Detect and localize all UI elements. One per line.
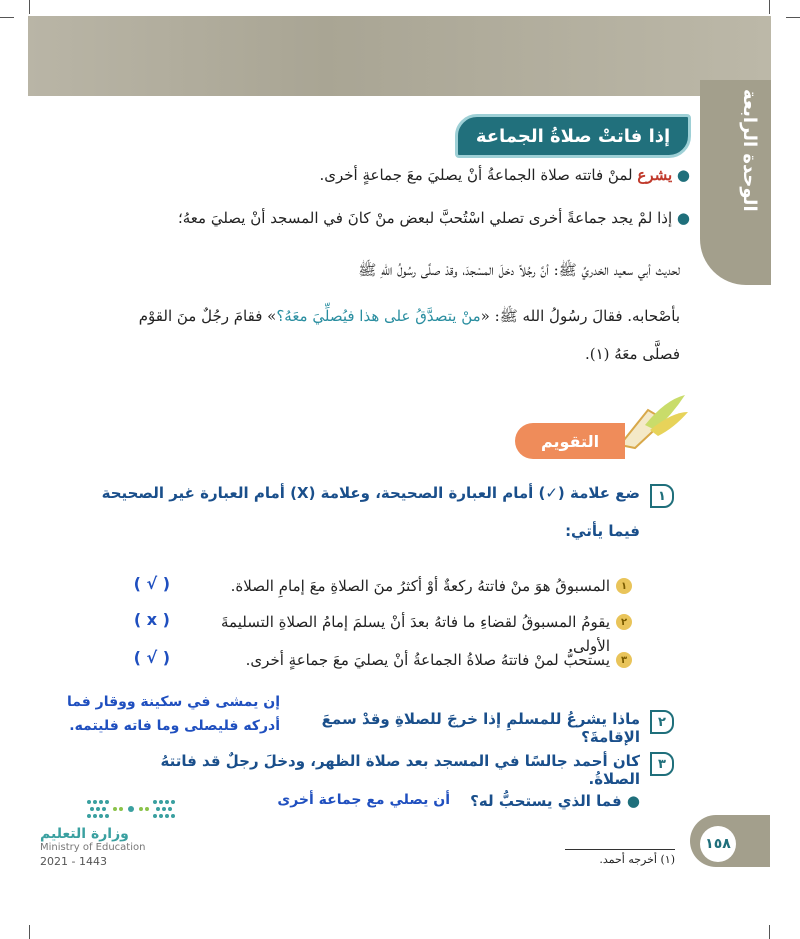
paragraph-2: [60, 206, 690, 230]
keyword: يشرع: [637, 166, 673, 184]
question-3-text: كان أحمد جالسًا في المسجد بعد صلاة الظهر، ودخلَ رجلٌ قد فاتتهُ الصلاةُ.: [160, 752, 640, 788]
question-3-sub: [460, 792, 640, 810]
crop-mark: [29, 0, 30, 14]
crop-mark: [769, 925, 770, 939]
ministry-name-en: Ministry of Education: [40, 842, 146, 853]
item-1-text: المسبوقُ هوَ منْ فاتتهُ ركعةٌ أوْ أكثرُ منَ الصلاةِ معَ إمامِ الصلاة.: [230, 577, 610, 595]
paragraph-2-line4: فصلَّى معَهُ (١).: [584, 345, 680, 363]
item-number: ٣: [616, 652, 632, 668]
bullet-icon: ●: [672, 166, 690, 184]
ministry-year: 2021 - 1443: [40, 855, 107, 868]
unit-label: الوحدة الرابعة: [739, 88, 760, 212]
bullet-icon: ●: [672, 209, 690, 227]
bullet-icon: ●: [621, 792, 640, 810]
line3-b: » فقامَ رجُلٌ منَ القوْم: [138, 307, 277, 325]
ministry-logo-icon: [85, 796, 177, 822]
paragraph-1-text: لمنْ فاتته صلاة الجماعةُ أنْ يصليَ معَ جماعةٍ أخرى.: [319, 166, 638, 184]
footnote: (١) أخرجه أحمد.: [599, 853, 675, 866]
line3-a: بأصْحابه. فقالَ رسُولُ الله ﷺ: «: [480, 307, 680, 325]
crop-mark: [29, 925, 30, 939]
ministry-name-ar: وزارة التعليم: [40, 826, 129, 842]
item-3-text: يستحبُّ لمنْ فاتتهُ صلاةُ الجماعةُ أنْ يصليَ معَ جماعةٍ أخرى.: [245, 651, 610, 669]
header-banner: [28, 16, 771, 96]
page-number: ١٥٨: [700, 826, 736, 862]
question-2-answer-line2: أدركه فليصلى وما فاته فليتمه.: [69, 718, 280, 734]
question-1-text: ضع علامة (✓) أمام العبارة الصحيحة، وعلامة (X) أمام العبارة غير الصحيحة: [101, 484, 640, 502]
question-number: ١: [650, 484, 674, 508]
hadith-quote: منْ يتصدَّقُ على هذا فيُصلِّيَ معَهُ؟: [276, 307, 481, 325]
evaluation-tab: التقويم: [515, 423, 625, 459]
section-title: إذا فاتتْ صلاةُ الجماعة: [455, 114, 691, 158]
footnote-divider: [565, 849, 675, 850]
item-3-mark: ( √ ): [133, 648, 170, 667]
question-3-answer: أن يصلي مع جماعة أخرى: [277, 792, 450, 808]
crop-mark: [786, 17, 800, 18]
paragraph-2-line2: لحديث أبي سعيد الخدريِّ ﷺ: أنَّ رجُلاً دخلَ المسْجدَ، وقدْ صلَّى رسُولُ اللهِ ﷺ: [358, 261, 680, 279]
question-2-text: ماذا يشرعُ للمسلمِ إذا خرجَ للصلاةِ وقدْ سمعَ الإقامةَ؟: [321, 710, 640, 746]
question-number: ٣: [650, 752, 674, 776]
crop-mark: [0, 17, 14, 18]
item-1-mark: ( √ ): [133, 574, 170, 593]
ministry-block: [40, 826, 190, 868]
item-2-text: يقومُ المسبوقُ لقضاءِ ما فاتهُ بعدَ أنْ يسلمَ إمامُ الصلاةِ التسليمةَ الأولى.: [221, 613, 610, 655]
crop-mark: [769, 0, 770, 14]
question-3-sub-text: فما الذي يستحبُّ له؟: [470, 792, 622, 810]
question-1-text2: فيما يأتي:: [565, 522, 640, 540]
paragraph-1: [90, 163, 690, 187]
paragraph-2-line1: إذا لمْ يجد جماعةً أخرى تصلي اسْتُحبَّ لبعض منْ كانَ في المسجد أنْ يصليَ معهُ؛: [177, 209, 673, 227]
item-number: ٢: [616, 614, 632, 630]
question-number: ٢: [650, 710, 674, 734]
paragraph-2-line3: [60, 304, 680, 328]
question-2-answer-line1: إن يمشى في سكينة ووقار فما: [66, 694, 280, 710]
item-number: ١: [616, 578, 632, 594]
item-2-mark: ( x ): [133, 610, 170, 629]
